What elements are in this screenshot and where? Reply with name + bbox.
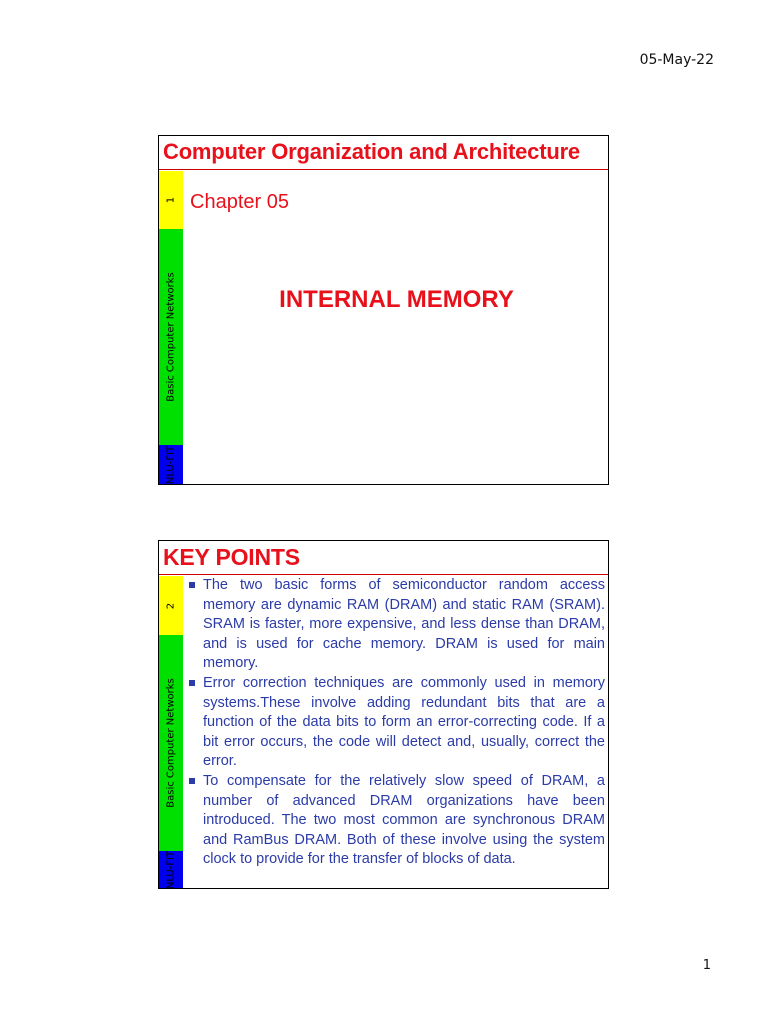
point-text: To compensate for the relatively slow speed of DRAM, a number of advanced DRAM organizations have been introduced. The two most common are synchronous DRAM and RamBus DRAM. Both of these involve using the system clock to provide for the transfer of blocks of data. [203,772,605,868]
chapter-label: Chapter 05 [190,191,289,213]
square-bullet-icon [189,680,195,686]
slide-number: 2 [165,602,177,609]
point-text: Error correction techniques are commonly used in memory systems.These involve adding redundant bits that are a function of the data bits to form an error-correcting code. If a bit error occurs, the code will detect and, usually, correct the error. [203,674,605,770]
sidebar-course-label: Basic Computer Networks [165,678,177,808]
sidebar-org-label: NLU-FIT [165,850,177,889]
sidebar-org-segment [159,851,183,888]
sidebar-course-segment [159,229,183,445]
chapter-heading: INTERNAL MEMORY [279,286,514,313]
square-bullet-icon [189,778,195,784]
sidebar-org-label: NLU-FIT [165,445,177,484]
page-number: 1 [702,958,711,973]
sidebar-slide-number-segment [159,171,183,229]
course-title: Computer Organization and Architecture [159,136,608,170]
sidebar-slide-number-segment [159,576,183,635]
slide-key-points [158,540,609,889]
list-item [183,576,608,674]
slide-title-card [158,135,609,485]
slide-number: 1 [165,196,177,204]
square-bullet-icon [189,582,195,588]
document-date: 05-May-22 [639,52,714,68]
key-points-title: KEY POINTS [159,541,608,575]
list-item [183,772,608,870]
sidebar-org-segment [159,445,183,484]
sidebar-course-label: Basic Computer Networks [165,272,177,402]
slide-sidebar [159,171,183,484]
key-points-list [183,576,608,870]
slide-sidebar [159,576,183,888]
point-text: The two basic forms of semiconductor random access memory are dynamic RAM (DRAM) and static RAM (SRAM). SRAM is faster, more expensive, and less dense than DRAM, and is used for cache memory. DRAM is used for main memory. [203,577,605,672]
sidebar-course-segment [159,635,183,851]
list-item [183,674,608,772]
